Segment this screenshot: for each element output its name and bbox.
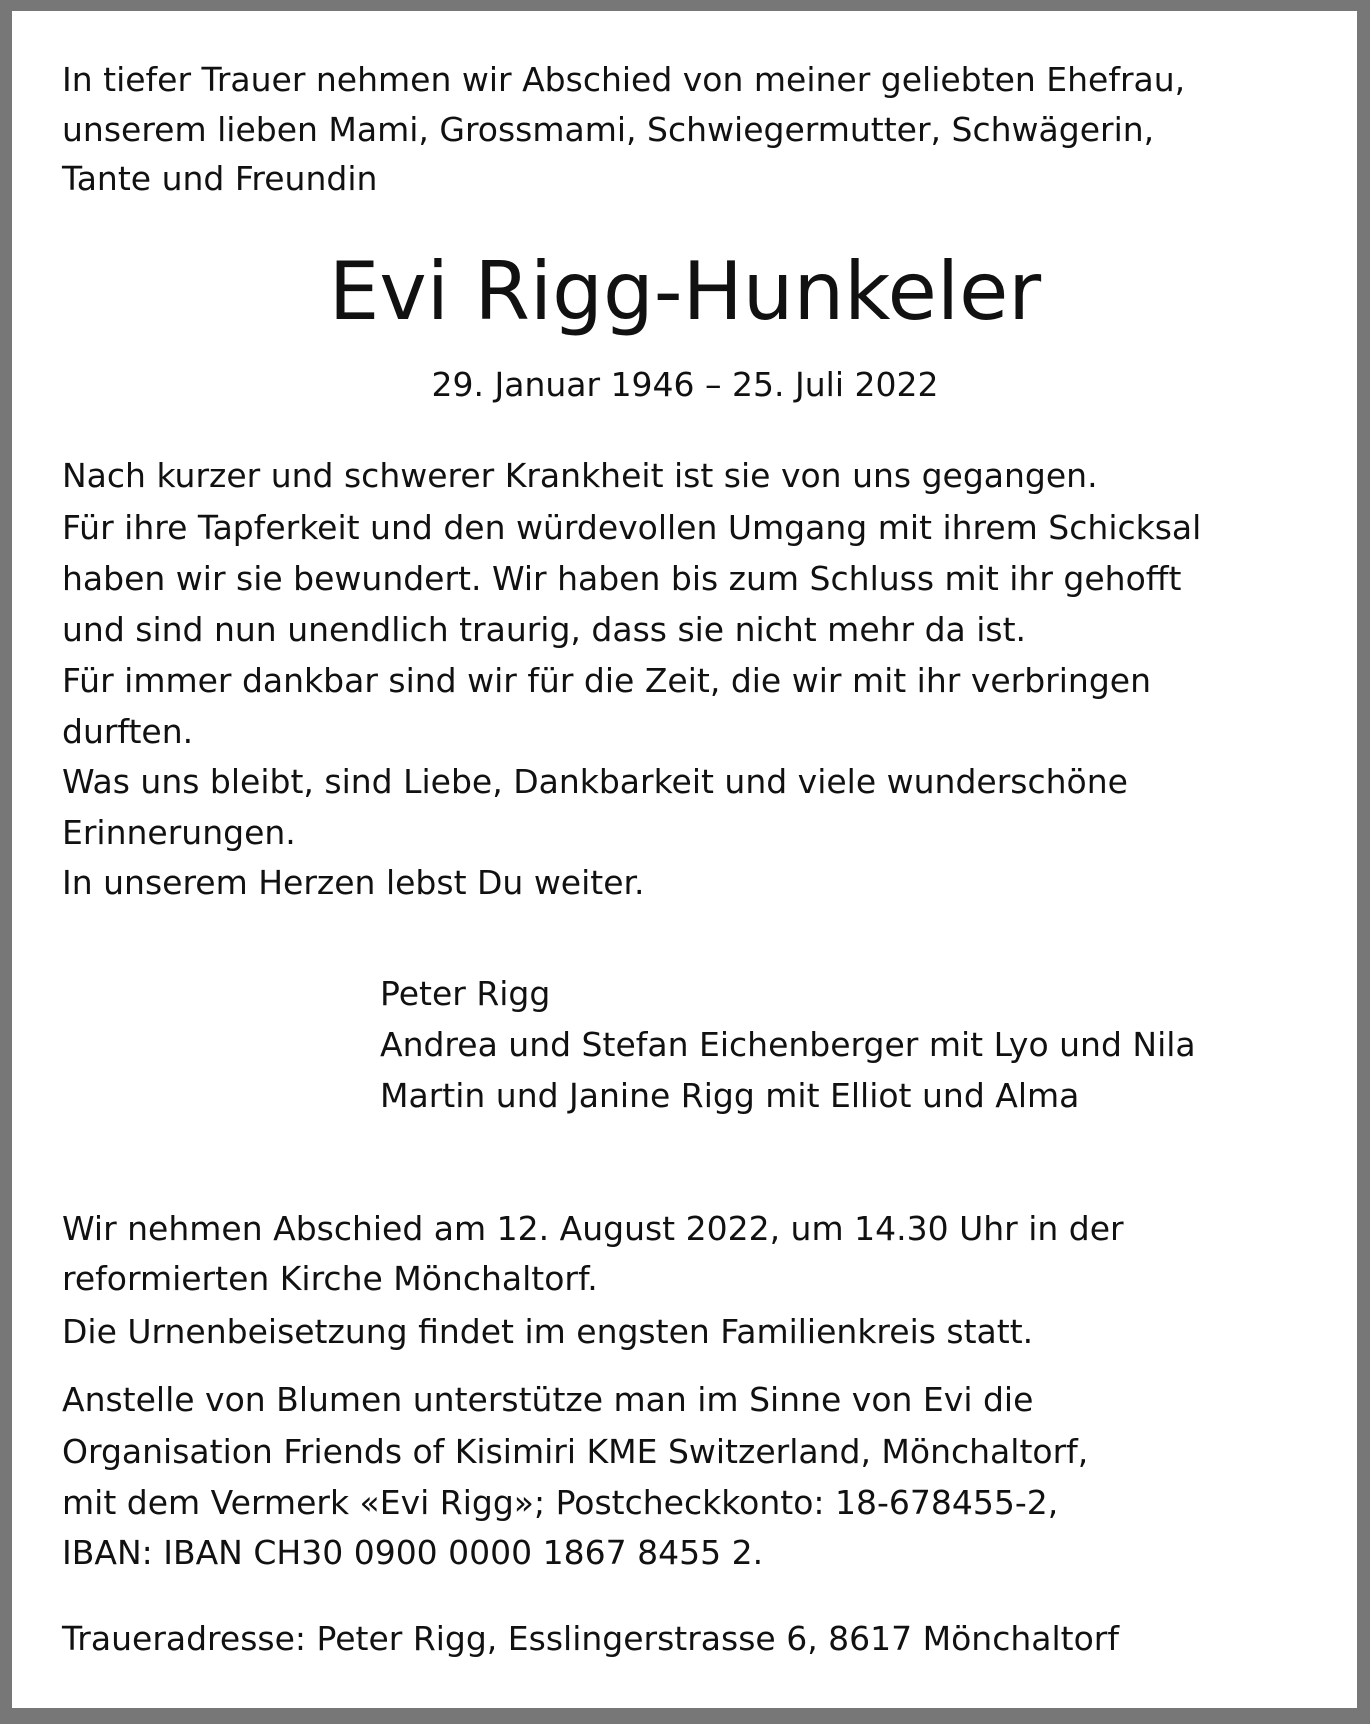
intro-line: Tante und Freundin: [62, 159, 378, 198]
mourner-line: Andrea und Stefan Eichenberger mit Lyo und Nila: [380, 1025, 1196, 1064]
mourner-line: Martin und Janine Rigg mit Elliot und Alma: [380, 1076, 1080, 1115]
message-line: Was uns bleibt, sind Liebe, Dankbarkeit und viele wunderschöne: [62, 762, 1128, 801]
life-dates: 29. Januar 1946 – 25. Juli 2022: [431, 365, 939, 404]
mourning-address: Traueradresse: Peter Rigg, Esslingerstrasse 6, 8617 Mönchaltorf: [62, 1619, 1119, 1658]
message-line: und sind nun unendlich traurig, dass sie nicht mehr da ist.: [62, 610, 1027, 649]
service-line: Wir nehmen Abschied am 12. August 2022, um 14.30 Uhr in der: [62, 1209, 1124, 1248]
message-line: durften.: [62, 712, 194, 751]
message-line: Erinnerungen.: [62, 813, 296, 852]
donation-line: IBAN: IBAN CH30 0900 0000 1867 8455 2.: [62, 1533, 764, 1572]
message-line: Nach kurzer und schwerer Krankheit ist sie von uns gegangen.: [62, 456, 1098, 495]
donation-line: Anstelle von Blumen unterstütze man im Sinne von Evi die: [62, 1380, 1034, 1419]
message-line: haben wir sie bewundert. Wir haben bis zum Schluss mit ihr gehofft: [62, 559, 1182, 598]
deceased-name: Evi Rigg-Hunkeler: [328, 245, 1042, 338]
message-line: Für immer dankbar sind wir für die Zeit, die wir mit ihr verbringen: [62, 661, 1151, 700]
service-line: reformierten Kirche Mönchaltorf.: [62, 1259, 598, 1298]
mourner-line: Peter Rigg: [380, 974, 551, 1013]
message-line: In unserem Herzen lebst Du weiter.: [62, 863, 645, 902]
donation-line: mit dem Vermerk «Evi Rigg»; Postcheckkonto: 18-678455-2,: [62, 1483, 1059, 1522]
donation-line: Organisation Friends of Kisimiri KME Switzerland, Mönchaltorf,: [62, 1432, 1089, 1471]
service-line: Die Urnenbeisetzung findet im engsten Familienkreis statt.: [62, 1312, 1034, 1351]
message-line: Für ihre Tapferkeit und den würdevollen Umgang mit ihrem Schicksal: [62, 508, 1202, 547]
intro-line: unserem lieben Mami, Grossmami, Schwiegermutter, Schwägerin,: [62, 110, 1155, 149]
intro-line: In tiefer Trauer nehmen wir Abschied von meiner geliebten Ehefrau,: [62, 60, 1186, 99]
